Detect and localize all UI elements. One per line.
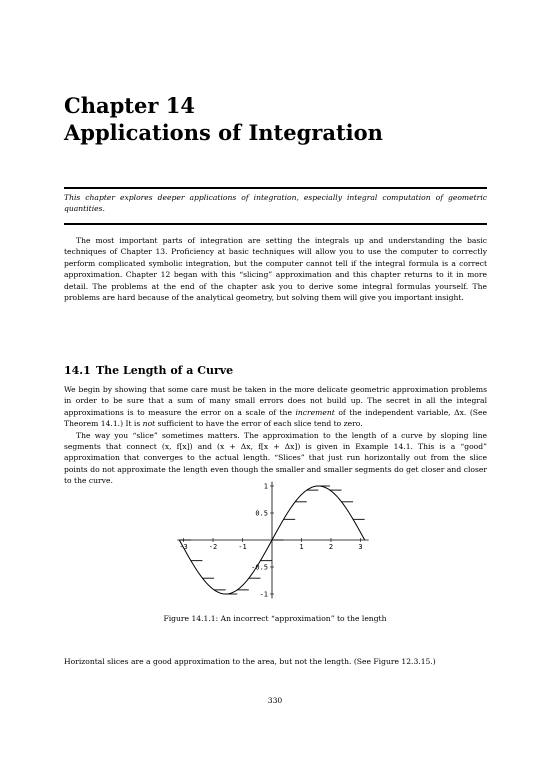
section-number: 14.1: [64, 364, 91, 377]
sine-plot: [175, 478, 375, 606]
x-tick-label: 2: [328, 543, 334, 551]
p1-emphasis-increment: increment: [295, 407, 335, 417]
chapter-heading: [64, 92, 383, 146]
x-tick-label: 3: [358, 543, 363, 551]
section-body: [64, 384, 487, 487]
p1-text-c: sufficient to have the error of each slice tend to zero.: [155, 419, 363, 429]
y-tick-label: -1: [259, 590, 268, 599]
section-heading: [64, 364, 233, 377]
p1-text-a: We begin by showing that some care must be taken in the more delicate geometric approximation problems in order to be sure that a sum of many small errors does not build up. The secret in all the integral approximations is to measure the error on a scale of the: [64, 385, 487, 417]
x-tick-label: -2: [208, 543, 218, 551]
section-paragraph-1: [64, 384, 487, 430]
intro-paragraph: [64, 235, 487, 303]
intro-text: The most important parts of integration are setting the integrals up and understanding the basic techniques of Chapter 13. Proficiency at basic techniques will allow you to use the computer to correctly perform complicated symbolic integration, but the computer cannot tell if the integral formula is a correct approximation. Chapter 12 began with this “slicing” approximation and this chapter returns to it in more detail. The problems at the end of the chapter ask you to derive some integral formulas yourself. The problems are hard because of the analytical geometry, but solving them will give you important insight.: [64, 236, 487, 303]
figure: [175, 478, 375, 610]
closing-paragraph: Horizontal slices are a good approximation to the area, but not the length. (See Figure 12.3.15.): [64, 657, 436, 666]
chapter-abstract: This chapter explores deeper applications of integration, especially integral computation of geometric quantities.: [64, 193, 487, 214]
section-paragraph-2: The way you “slice” sometimes matters. The approximation to the length of a curve by sloping line segments that connect (x, f[x]) and (x + Δx, f[x + Δx]) is given in Example 14.1. This is a “good” approximation that converges to the actual length. “Slices” that just run horizontally out from the slice points do not approximate the length even though the smaller and smaller segments do get closer and closer to the curve.: [64, 430, 487, 486]
p1-emphasis-not: not: [142, 419, 156, 429]
y-tick-label: 0.5: [255, 509, 268, 518]
page-number: 330: [267, 696, 283, 705]
section-title: The Length of a Curve: [96, 364, 234, 377]
abstract-bottom-rule: [64, 223, 487, 225]
y-tick-label: 1: [263, 482, 268, 491]
chapter-title: Applications of Integration: [64, 120, 383, 145]
y-tick-label: -0.5: [251, 563, 268, 572]
chapter-number: Chapter 14: [64, 93, 195, 118]
figure-caption: Figure 14.1.1: An incorrect “approximation” to the length: [163, 614, 387, 623]
abstract-top-rule: [64, 187, 487, 189]
p1-text-b: of the independent variable, Δx. (See Theorem 14.1.) It is: [64, 407, 487, 429]
x-tick-label: -1: [238, 543, 247, 551]
x-tick-label: 1: [299, 543, 304, 551]
x-tick-label: -3: [179, 543, 188, 551]
